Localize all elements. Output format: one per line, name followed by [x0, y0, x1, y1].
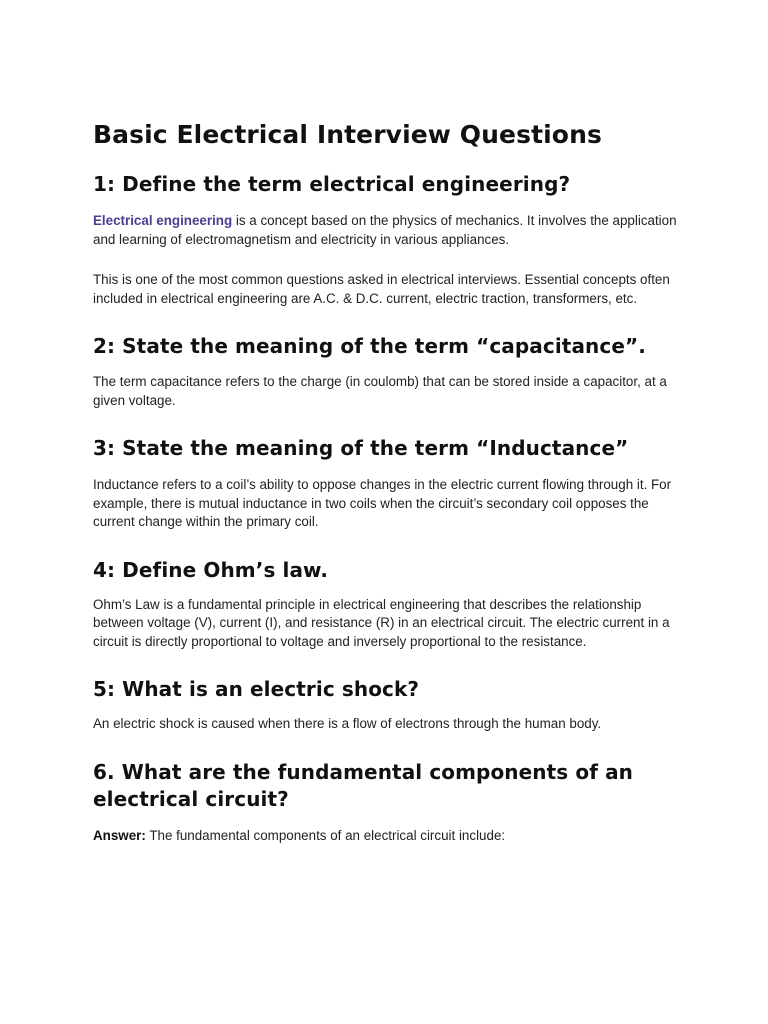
document-page	[93, 118, 683, 845]
question-6-answer-text: The fundamental components of an electrical circuit include:	[145, 827, 506, 843]
electrical-engineering-link[interactable]: Electrical engineering	[93, 213, 233, 228]
question-3-answer: Inductance refers to a coil’s ability to oppose changes in the electric current flowing through it. For example, there is mutual inductance in two coils when the circuit’s secondary coil opposes the current change within the primary coil.	[93, 477, 672, 529]
question-5-heading: 5: What is an electric shock?	[93, 677, 420, 701]
question-1-heading: 1: Define the term electrical engineering?	[93, 172, 571, 196]
answer-label: Answer:	[93, 827, 146, 843]
question-1-answer-text: is a concept based on the physics of mechanics. It involves the application and learning of electromagnetism and electricity in various appliances.	[93, 213, 677, 247]
question-1-paragraph-2: This is one of the most common questions asked in electrical interviews. Essential concepts often included in electrical engineering are A.C. & D.C. current, electric traction, transformers, etc.	[93, 272, 670, 306]
question-5-answer: An electric shock is caused when there is a flow of electrons through the human body.	[93, 716, 602, 731]
question-6-answer	[93, 827, 683, 846]
question-2-answer: The term capacitance refers to the charge (in coulomb) that can be stored inside a capacitor, at a given voltage.	[93, 374, 667, 408]
question-6-heading: 6. What are the fundamental components of an electrical circuit?	[93, 759, 634, 811]
page-title: Basic Electrical Interview Questions	[93, 120, 602, 149]
question-2-heading: 2: State the meaning of the term “capacitance”.	[93, 334, 646, 358]
question-4-heading: 4: Define Ohm’s law.	[93, 557, 329, 582]
question-4-answer: Ohm’s Law is a fundamental principle in electrical engineering that describes the relationship between voltage (V), current (I), and resistance (R) in an electrical circuit. The electric current in a circuit is directly proportional to voltage and inversely proportional to the resistance.	[93, 596, 670, 649]
question-1-answer	[93, 212, 683, 249]
question-3-heading: 3: State the meaning of the term “Inductance”	[93, 436, 629, 460]
